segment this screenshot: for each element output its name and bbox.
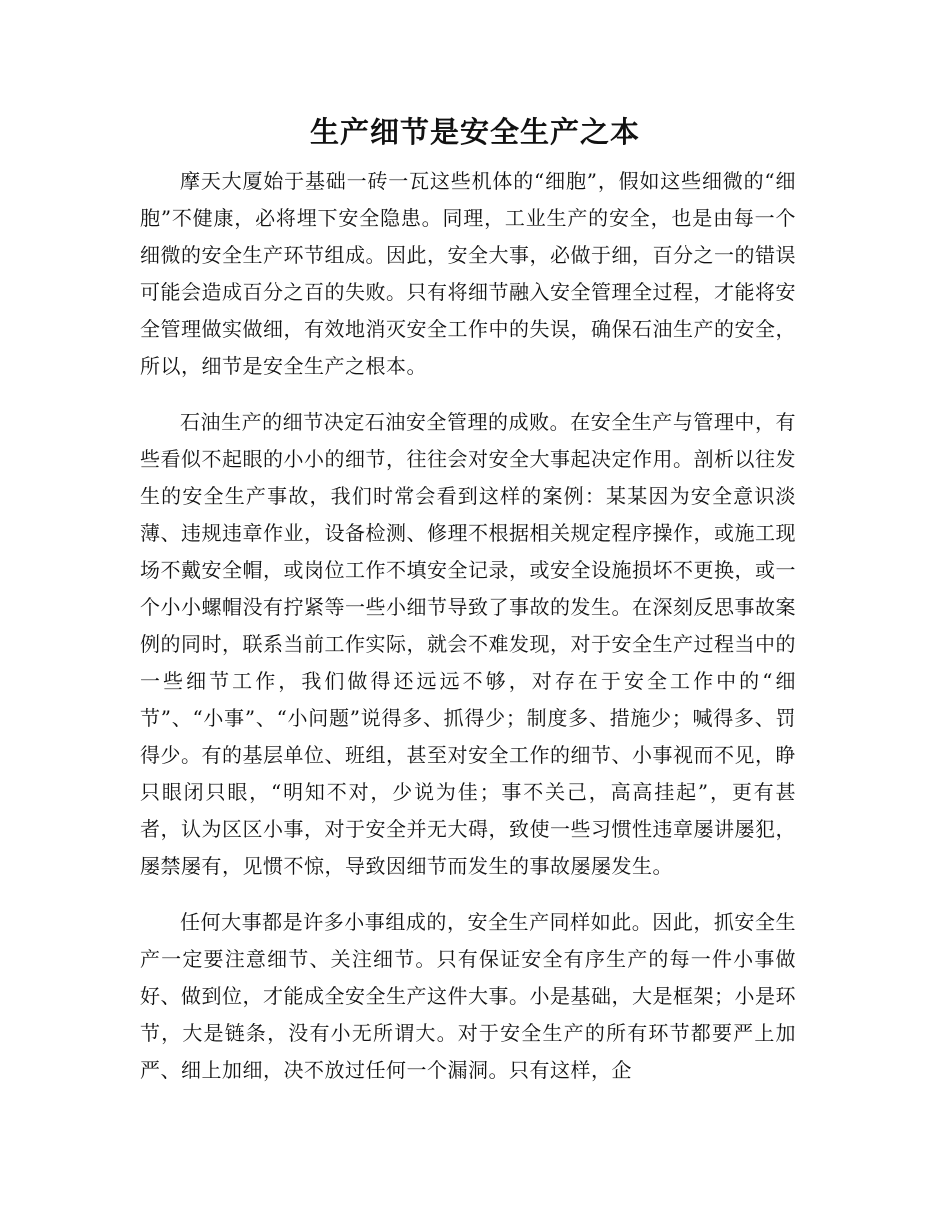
paragraph-1: 摩天大厦始于基础一砖一瓦这些机体的“细胞”，假如这些细微的“细胞”不健康，必将埋下安全隐患。同理，工业生产的安全，也是由每一个细微的安全生产环节组成。因此，安全大事，必做于细，百分之一的错误可能会造成百分之百的失败。只有将细节融入安全管理全过程，才能将安全管理做实做细，有效地消灭安全工作中的失误，确保石油生产的安全，所以，细节是安全生产之根本。: [140, 169, 796, 378]
paragraph-2: 石油生产的细节决定石油安全管理的成败。在安全生产与管理中，有些看似不起眼的小小的细节，往往会对安全大事起决定作用。剖析以往发生的安全生产事故，我们时常会看到这样的案例：某某因为安全意识淡薄、违规违章作业，设备检测、修理不根据相关规定程序操作，或施工现场不戴安全帽，或岗位工作不填安全记录，或安全设施损坏不更换，或一个小小螺帽没有拧紧等一些小细节导致了事故的发生。在深刻反思事故案例的同时，联系当前工作实际，就会不难发现，对于安全生产过程当中的一些细节工作，我们做得还远远不够，对存在于安全工作中的“细节”、“小事”、“小问题”说得多、抓得少；制度多、措施少；喊得多、罚得少。有的基层单位、班组，甚至对安全工作的细节、小事视而不见，睁只眼闭只眼，“明知不对，少说为佳；事不关己，高高挂起”，更有甚者，认为区区小事，对于安全并无大碍，致使一些习惯性违章屡讲屡犯，屡禁屡有，见惯不惊，导致因细节而发生的事故屡屡发生。: [140, 410, 796, 878]
document-title: 生产细节是安全生产之本: [309, 115, 640, 149]
document-body: [140, 163, 796, 1089]
paragraph-3: 任何大事都是许多小事组成的，安全生产同样如此。因此，抓安全生产一定要注意细节、关注细节。只有保证安全有序生产的每一件小事做好、做到位，才能成全安全生产这件大事。小是基础，大是框架；小是环节，大是链条，没有小无所谓大。对于安全生产的所有环节都要严上加严、细上加细，决不放过任何一个漏洞。只有这样，企: [140, 910, 796, 1082]
